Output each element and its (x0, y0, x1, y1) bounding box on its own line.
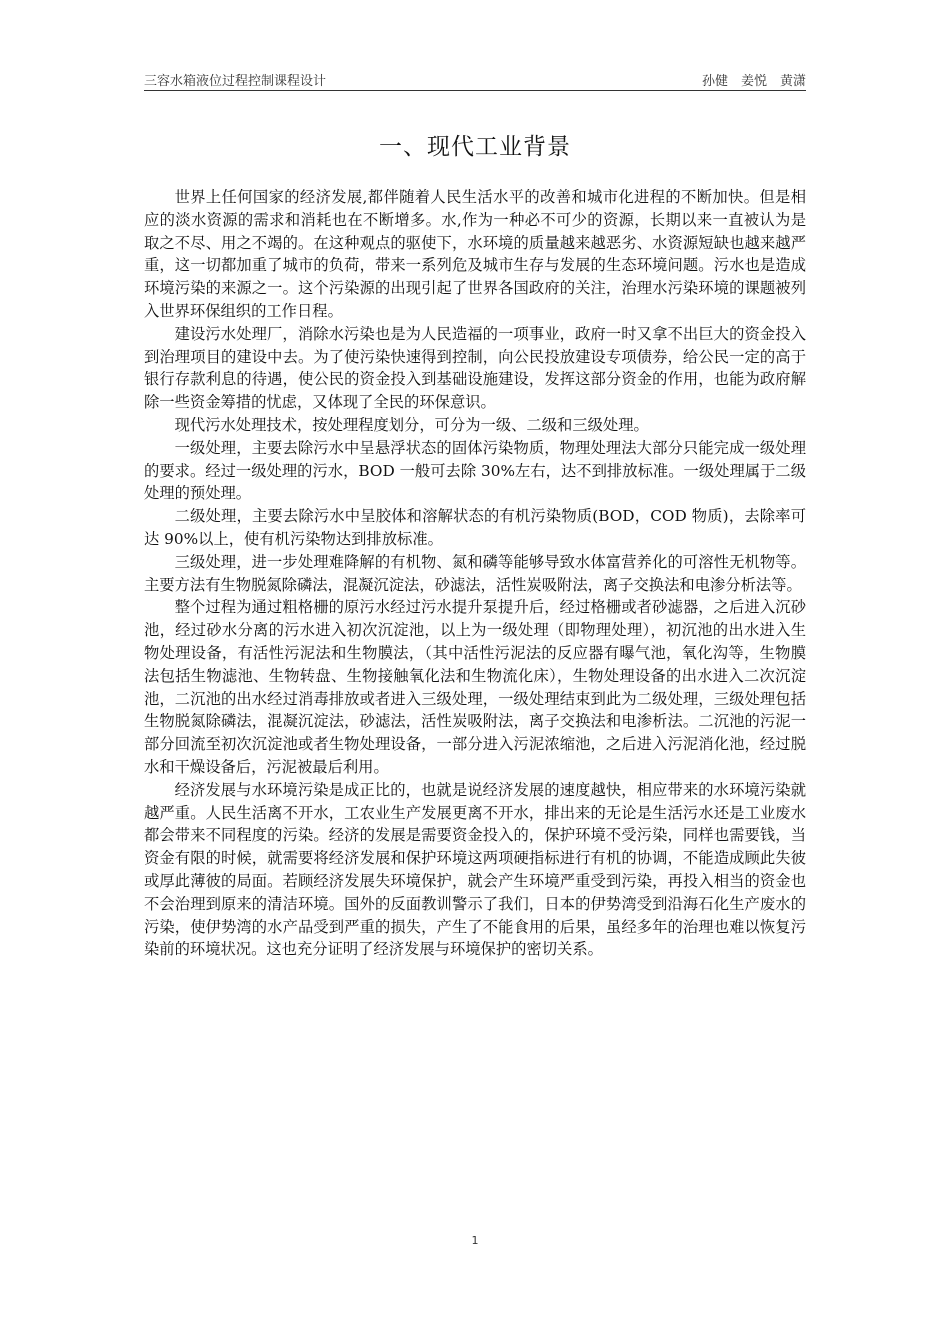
paragraph-7: 整个过程为通过粗格栅的原污水经过污水提升泵提升后，经过格栅或者砂滤器，之后进入沉砂池，经过砂水分离的污水进入初次沉淀池，以上为一级处理（即物理处理），初沉池的出水进入生物处理设备，有活性污泥法和生物膜法，（其中活性污泥法的反应器有曝气池，氧化沟等，生物膜法包括生物滤池、生物转盘、生物接触氧化法和生物流化床），生物处理设备的出水进入二次沉淀池，二沉池的出水经过消毒排放或者进入三级处理，一级处理结束到此为二级处理，三级处理包括生物脱氮除磷法，混凝沉淀法，砂滤法，活性炭吸附法，离子交换法和电渗析法。二沉池的污泥一部分回流至初次沉淀池或者生物处理设备，一部分进入污泥浓缩池，之后进入污泥消化池，经过脱水和干燥设备后，污泥被最后利用。 (144, 598, 806, 776)
paragraph-1: 世界上任何国家的经济发展,都伴随着人民生活水平的改善和城市化进程的不断加快。但是相应的淡水资源的需求和消耗也在不断增多。水,作为一种必不可少的资源，长期以来一直被认为是取之不尽、用之不竭的。在这种观点的驱使下，水环境的质量越来越恶劣、水资源短缺也越来越严重，这一切都加重了城市的负荷，带来一系列危及城市生存与发展的生态环境问题。污水也是造成环境污染的来源之一。这个污染源的出现引起了世界各国政府的关注，治理水污染环境的课题被列入世界环保组织的工作日程。 (144, 188, 806, 320)
header-document-title: 三容水箱液位过程控制课程设计 (144, 74, 327, 89)
paragraph-8: 经济发展与水环境污染是成正比的，也就是说经济发展的速度越快，相应带来的水环境污染就越严重。人民生活离不开水，工农业生产发展更离不开水，排出来的无论是生活污水还是工业废水都会带来不同程度的污染。经济的发展是需要资金投入的，保护环境不受污染，同样也需要钱，当资金有限的时候，就需要将经济发展和保护环境这两项硬指标进行有机的协调，不能造成顾此失彼或厚此薄彼的局面。若顾经济发展失环境保护，就会产生环境严重受到污染，再投入相当的资金也不会治理到原来的清洁环境。国外的反面教训警示了我们，日本的伊势湾受到沿海石化生产废水的污染，使伊势湾的水产品受到严重的损失，产生了不能食用的后果，虽经多年的治理也难以恢复污染前的环境状况。这也充分证明了经济发展与环境保护的密切关系。 (144, 780, 806, 959)
page-header (144, 68, 806, 91)
page-number: 1 (471, 1234, 479, 1247)
paragraph-3: 现代污水处理技术，按处理程度划分，可分为一级、二级和三级处理。 (174, 415, 649, 434)
paragraph-6: 三级处理，进一步处理难降解的有机物、氮和磷等能够导致水体富营养化的可溶性无机物等。主要方法有生物脱氮除磷法，混凝沉淀法，砂滤法，活性炭吸附法，离子交换法和电渗分析法等。 (144, 552, 806, 594)
paragraph-5: 二级处理，主要去除污水中呈胶体和溶解状态的有机污染物质(BOD，COD 物质)，去除率可达 90%以上，使有机污染物达到排放标准。 (144, 507, 806, 548)
paragraph-2: 建设污水处理厂，消除水污染也是为人民造福的一项事业，政府一时又拿不出巨大的资金投入到治理项目的建设中去。为了使污染快速得到控制，向公民投放建设专项债券，给公民一定的高于银行存款利息的待遇，使公民的资金投入到基础设施建设，发挥这部分资金的作用，也能为政府解除一些资金筹措的忧虑，又体现了全民的环保意识。 (144, 324, 806, 412)
body-text (144, 186, 806, 961)
paragraph-4: 一级处理，主要去除污水中呈悬浮状态的固体污染物质，物理处理法大部分只能完成一级处理的要求。经过一级处理的污水，BOD 一般可去除 30%左右，达不到排放标准。一级处理属于二级处理的预处理。 (144, 438, 806, 503)
header-authors: 孙健 姜悦 黄潇 (701, 74, 806, 89)
section-title: 一、现代工业背景 (379, 134, 571, 160)
